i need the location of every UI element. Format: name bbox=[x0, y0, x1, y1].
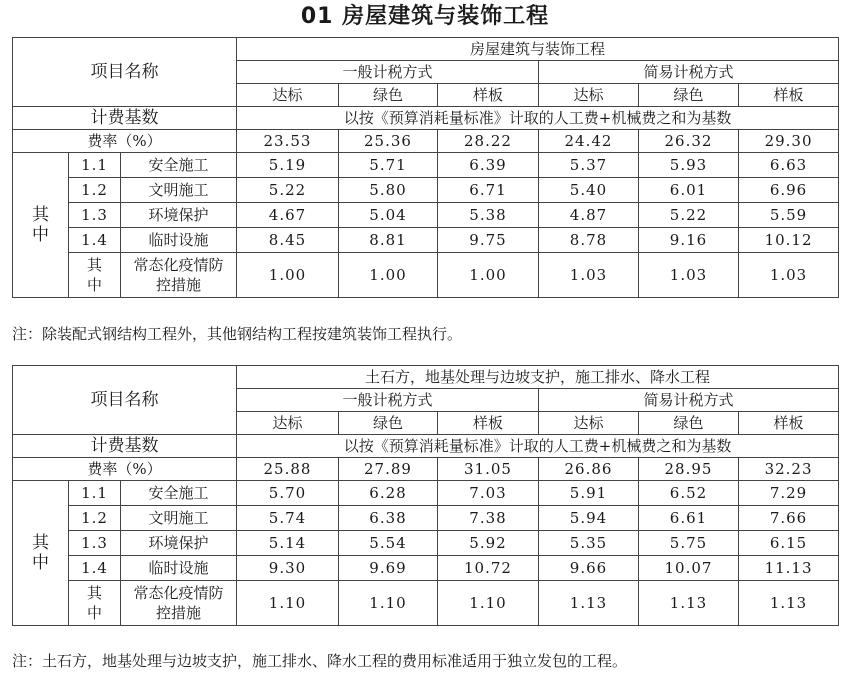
row-value: 10.12 bbox=[739, 228, 839, 253]
row-name: 安全施工 bbox=[121, 481, 237, 506]
row-value: 7.38 bbox=[438, 506, 539, 531]
row-name: 文明施工 bbox=[121, 506, 237, 531]
rate-value: 24.42 bbox=[539, 130, 639, 153]
row-name: 临时设施 bbox=[121, 228, 237, 253]
sub-group-label: 其中 bbox=[69, 581, 121, 626]
grade-header: 样板 bbox=[739, 84, 839, 107]
rate-value: 28.95 bbox=[639, 458, 739, 481]
grade-header: 达标 bbox=[237, 84, 339, 107]
row-value: 5.54 bbox=[339, 531, 438, 556]
fee-table-earthwork bbox=[12, 365, 839, 626]
table-row bbox=[13, 228, 839, 253]
rate-value: 29.30 bbox=[739, 130, 839, 153]
row-value: 1.03 bbox=[539, 253, 639, 298]
category-header: 土石方，地基处理与边坡支护，施工排水、降水工程 bbox=[237, 366, 839, 389]
table-row bbox=[13, 531, 839, 556]
method-general-header: 一般计税方式 bbox=[237, 389, 539, 412]
grade-header: 样板 bbox=[438, 84, 539, 107]
fee-table-building bbox=[12, 37, 839, 298]
grade-header: 绿色 bbox=[339, 412, 438, 435]
row-value: 6.52 bbox=[639, 481, 739, 506]
rate-value: 31.05 bbox=[438, 458, 539, 481]
method-simple-header: 简易计税方式 bbox=[539, 61, 839, 84]
row-value: 1.10 bbox=[438, 581, 539, 626]
sub-row-name: 常态化疫情防控措施 bbox=[121, 253, 237, 298]
row-value: 5.04 bbox=[339, 203, 438, 228]
grade-header: 达标 bbox=[539, 412, 639, 435]
row-value: 5.37 bbox=[539, 153, 639, 178]
method-simple-header: 简易计税方式 bbox=[539, 389, 839, 412]
sub-row-name: 常态化疫情防控措施 bbox=[121, 581, 237, 626]
grade-header: 绿色 bbox=[339, 84, 438, 107]
row-value: 5.92 bbox=[438, 531, 539, 556]
row-code: 1.3 bbox=[69, 531, 121, 556]
group-label: 其中 bbox=[13, 481, 69, 626]
row-value: 9.75 bbox=[438, 228, 539, 253]
row-value: 5.91 bbox=[539, 481, 639, 506]
grade-header: 样板 bbox=[438, 412, 539, 435]
method-general-header: 一般计税方式 bbox=[237, 61, 539, 84]
row-value: 5.22 bbox=[639, 203, 739, 228]
row-name: 环境保护 bbox=[121, 531, 237, 556]
row-value: 1.13 bbox=[539, 581, 639, 626]
basis-label: 计费基数 bbox=[13, 435, 237, 458]
row-value: 1.00 bbox=[438, 253, 539, 298]
row-value: 5.38 bbox=[438, 203, 539, 228]
row-code: 1.1 bbox=[69, 481, 121, 506]
row-value: 5.70 bbox=[237, 481, 339, 506]
grade-header: 样板 bbox=[739, 412, 839, 435]
row-value: 6.15 bbox=[739, 531, 839, 556]
row-value: 1.13 bbox=[739, 581, 839, 626]
row-value: 1.10 bbox=[339, 581, 438, 626]
row-value: 8.45 bbox=[237, 228, 339, 253]
item-name-header: 项目名称 bbox=[13, 366, 237, 435]
row-code: 1.1 bbox=[69, 153, 121, 178]
sub-group-label: 其中 bbox=[69, 253, 121, 298]
rate-value: 26.86 bbox=[539, 458, 639, 481]
page-title: 01 房屋建筑与装饰工程 bbox=[300, 4, 550, 29]
row-value: 6.63 bbox=[739, 153, 839, 178]
table-row bbox=[13, 178, 839, 203]
row-value: 6.28 bbox=[339, 481, 438, 506]
row-value: 5.22 bbox=[237, 178, 339, 203]
row-value: 6.96 bbox=[739, 178, 839, 203]
row-code: 1.2 bbox=[69, 506, 121, 531]
basis-text: 以按《预算消耗量标准》计取的人工费+机械费之和为基数 bbox=[237, 435, 839, 458]
row-value: 5.19 bbox=[237, 153, 339, 178]
table-row bbox=[13, 581, 839, 626]
grade-header: 达标 bbox=[539, 84, 639, 107]
row-name: 环境保护 bbox=[121, 203, 237, 228]
row-value: 5.59 bbox=[739, 203, 839, 228]
row-value: 6.38 bbox=[339, 506, 438, 531]
row-value: 7.03 bbox=[438, 481, 539, 506]
table-row bbox=[13, 481, 839, 506]
table-row bbox=[13, 556, 839, 581]
row-value: 8.78 bbox=[539, 228, 639, 253]
table-row bbox=[13, 153, 839, 178]
row-value: 7.66 bbox=[739, 506, 839, 531]
row-value: 4.87 bbox=[539, 203, 639, 228]
row-value: 5.80 bbox=[339, 178, 438, 203]
row-value: 7.29 bbox=[739, 481, 839, 506]
rate-label: 费率（%） bbox=[13, 130, 237, 153]
row-value: 9.16 bbox=[639, 228, 739, 253]
row-value: 1.00 bbox=[237, 253, 339, 298]
group-label: 其中 bbox=[13, 153, 69, 298]
row-code: 1.2 bbox=[69, 178, 121, 203]
row-name: 安全施工 bbox=[121, 153, 237, 178]
grade-header: 绿色 bbox=[639, 412, 739, 435]
row-value: 1.03 bbox=[639, 253, 739, 298]
row-value: 5.35 bbox=[539, 531, 639, 556]
rate-value: 32.23 bbox=[739, 458, 839, 481]
rate-value: 25.36 bbox=[339, 130, 438, 153]
table-note: 注：土石方，地基处理与边坡支护，施工排水、降水工程的费用标准适用于独立发包的工程。 bbox=[12, 652, 628, 670]
row-value: 6.39 bbox=[438, 153, 539, 178]
table-row bbox=[13, 253, 839, 298]
item-name-header: 项目名称 bbox=[13, 38, 237, 107]
row-value: 5.74 bbox=[237, 506, 339, 531]
rate-value: 23.53 bbox=[237, 130, 339, 153]
row-value: 5.75 bbox=[639, 531, 739, 556]
row-value: 1.10 bbox=[237, 581, 339, 626]
row-value: 9.69 bbox=[339, 556, 438, 581]
row-value: 1.13 bbox=[639, 581, 739, 626]
row-value: 6.01 bbox=[639, 178, 739, 203]
table-row bbox=[13, 203, 839, 228]
row-value: 5.93 bbox=[639, 153, 739, 178]
row-value: 5.14 bbox=[237, 531, 339, 556]
row-code: 1.4 bbox=[69, 556, 121, 581]
row-name: 临时设施 bbox=[121, 556, 237, 581]
basis-label: 计费基数 bbox=[13, 107, 237, 130]
row-value: 5.94 bbox=[539, 506, 639, 531]
row-code: 1.3 bbox=[69, 203, 121, 228]
row-value: 11.13 bbox=[739, 556, 839, 581]
row-value: 8.81 bbox=[339, 228, 438, 253]
table-note: 注：除装配式钢结构工程外，其他钢结构工程按建筑装饰工程执行。 bbox=[12, 325, 463, 343]
rate-value: 25.88 bbox=[237, 458, 339, 481]
row-value: 5.71 bbox=[339, 153, 438, 178]
row-value: 6.61 bbox=[639, 506, 739, 531]
row-value: 1.03 bbox=[739, 253, 839, 298]
row-value: 10.72 bbox=[438, 556, 539, 581]
row-name: 文明施工 bbox=[121, 178, 237, 203]
rate-label: 费率（%） bbox=[13, 458, 237, 481]
grade-header: 达标 bbox=[237, 412, 339, 435]
category-header: 房屋建筑与装饰工程 bbox=[237, 38, 839, 61]
row-value: 4.67 bbox=[237, 203, 339, 228]
table-row bbox=[13, 506, 839, 531]
row-code: 1.4 bbox=[69, 228, 121, 253]
row-value: 1.00 bbox=[339, 253, 438, 298]
row-value: 9.66 bbox=[539, 556, 639, 581]
row-value: 10.07 bbox=[639, 556, 739, 581]
row-value: 9.30 bbox=[237, 556, 339, 581]
rate-value: 27.89 bbox=[339, 458, 438, 481]
basis-text: 以按《预算消耗量标准》计取的人工费+机械费之和为基数 bbox=[237, 107, 839, 130]
row-value: 6.71 bbox=[438, 178, 539, 203]
grade-header: 绿色 bbox=[639, 84, 739, 107]
rate-value: 26.32 bbox=[639, 130, 739, 153]
row-value: 5.40 bbox=[539, 178, 639, 203]
rate-value: 28.22 bbox=[438, 130, 539, 153]
